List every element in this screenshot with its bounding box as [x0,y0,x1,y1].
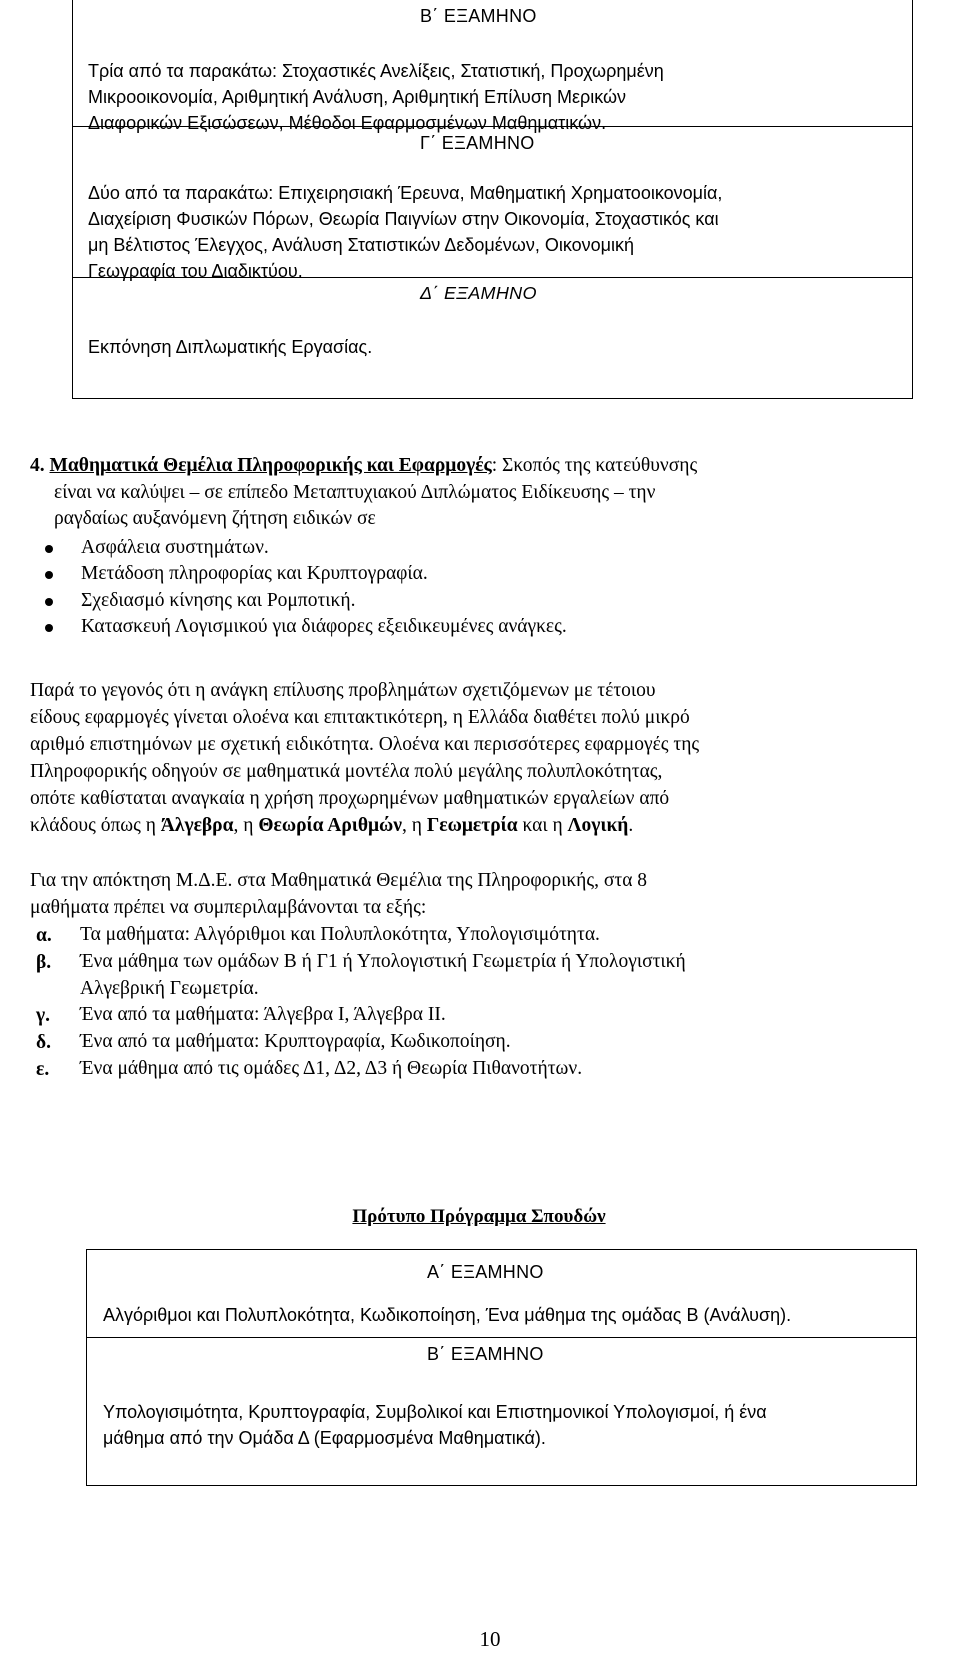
requirement-item: Ένα από τα μαθήματα: Κρυπτογραφία, Κωδικοποίηση. [80,1031,511,1052]
semester-d-text: Εκπόνηση Διπλωματικής Εργασίας. [88,337,373,357]
bullet-item: Σχεδιασμό κίνησης και Ρομποτική. [81,590,356,611]
semester-a-text: Αλγόριθμοι και Πολυπλοκότητα, Κωδικοποίηση, Ένα μάθημα της ομάδας Β (Ανάλυση). [103,1305,792,1325]
semester-c-heading: Γ΄ ΕΞΑΜΗΝΟ [420,133,535,153]
divider [72,126,913,127]
semester-a-heading: Α΄ ΕΞΑΜΗΝΟ [427,1262,544,1282]
semester-c-text: Δύο από τα παρακάτω: Επιχειρησιακή Έρευνα, Μαθηματική Χρηματοοικονομία, Διαχείριση Φυσικών Πόρων, Θεωρία Παιγνίων στην Οικονομία, Στοχαστικός και μη Βέλτιστος Έλεγχος, Ανάλυση Στατιστικών Δεδομένων, Οικονομική Γεωγραφία του Διαδικτύου. [88,183,723,281]
divider [86,1337,917,1338]
section-title: Μαθηματικά Θεμέλια Πληροφορικής και Εφαρμογές [49,455,492,476]
bullet-icon [45,598,53,606]
bullet-item: Μετάδοση πληροφορίας και Κρυπτογραφία. [81,563,428,584]
bullet-item: Ασφάλεια συστημάτων. [81,537,269,558]
requirement-item: Ένα μάθημα από τις ομάδες Δ1, Δ2, Δ3 ή Θεωρία Πιθανοτήτων. [80,1058,583,1079]
requirement-label: β. [36,952,52,973]
semester-b-heading: Β΄ ΕΞΑΜΗΝΟ [427,1344,544,1364]
semester-d-heading: Δ΄ ΕΞΑΜΗΝΟ [420,283,537,303]
semester-b-text: Υπολογισιμότητα, Κρυπτογραφία, Συμβολικοί και Επιστημονικοί Υπολογισμοί, ή ένα μάθημα από την Ομάδα Δ (Εφαρμοσμένα Μαθηματικά). [103,1402,767,1448]
paragraph-need: Παρά το γεγονός ότι η ανάγκη επίλυσης προβλημάτων σχετιζόμενων με τέτοιου είδους εφαρμογές γίνεται ολοένα και επιτακτικότερη, η Ελλάδα διαθέτει πολύ μικρό αριθμό επιστημόνων με σχετική ειδικότητα. Ολοένα και περισσότερες εφαρμογές της Πληροφορικής οδηγούν σε μαθηματικά μοντέλα πολύ μεγάλης πολυπλοκότητας, οπότε καθίσταται αναγκαία η χρήση προχωρημένων μαθηματικών εργαλείων από κλάδους όπως η Άλγεβρα, η Θεωρία Αριθμών, η Γεωμετρία και η Λογική. [30,680,700,836]
requirement-label: ε. [36,1059,50,1080]
requirement-label: γ. [36,1005,50,1026]
section-4-intro: 4. Μαθηματικά Θεμέλια Πληροφορικής και Εφαρμογές: Σκοπός της κατεύθυνσης είναι να καλύψει – σε επίπεδο Μεταπτυχιακού Διπλώματος Ειδίκευσης – την ραγδαίως αυξανόμενη ζήτηση ειδικών σε [30,455,698,529]
requirement-item: Ένα μάθημα των ομάδων Β ή Γ1 ή Υπολογιστική Γεωμετρία ή Υπολογιστική Αλγεβρική Γεωμετρία. [80,951,686,999]
divider [72,277,913,278]
requirement-label: δ. [36,1032,51,1053]
section-number: 4. [30,455,45,476]
semester-b-heading: Β΄ ΕΞΑΜΗΝΟ [420,6,537,26]
bullet-icon [45,571,53,579]
page-number: 10 [479,1627,501,1651]
bullet-icon [45,624,53,632]
semester-b-text: Τρία από τα παρακάτω: Στοχαστικές Ανελίξεις, Στατιστική, Προχωρημένη Μικροοικονομία, Αριθμητική Ανάλυση, Αριθμητική Επίλυση Μερικών Διαφορικών Εξισώσεων, Μέθοδοι Εφαρμοσμένων Μαθηματικών. [88,61,664,133]
program-title: Πρότυπο Πρόγραμμα Σπουδών [352,1206,606,1227]
requirement-label: α. [36,925,52,946]
bullet-item: Κατασκευή Λογισμικού για διάφορες εξειδικευμένες ανάγκες. [81,616,567,637]
bullet-icon [45,545,53,553]
requirement-item: Τα μαθήματα: Αλγόριθμοι και Πολυπλοκότητα, Υπολογισιμότητα. [80,924,600,945]
requirement-item: Ένα από τα μαθήματα: Άλγεβρα Ι, Άλγεβρα ΙΙ. [80,1004,446,1025]
requirements-intro: Για την απόκτηση Μ.Δ.Ε. στα Μαθηματικά Θεμέλια της Πληροφορικής, στα 8 μαθήματα πρέπει να συμπεριλαμβάνονται τα εξής: [30,870,648,918]
